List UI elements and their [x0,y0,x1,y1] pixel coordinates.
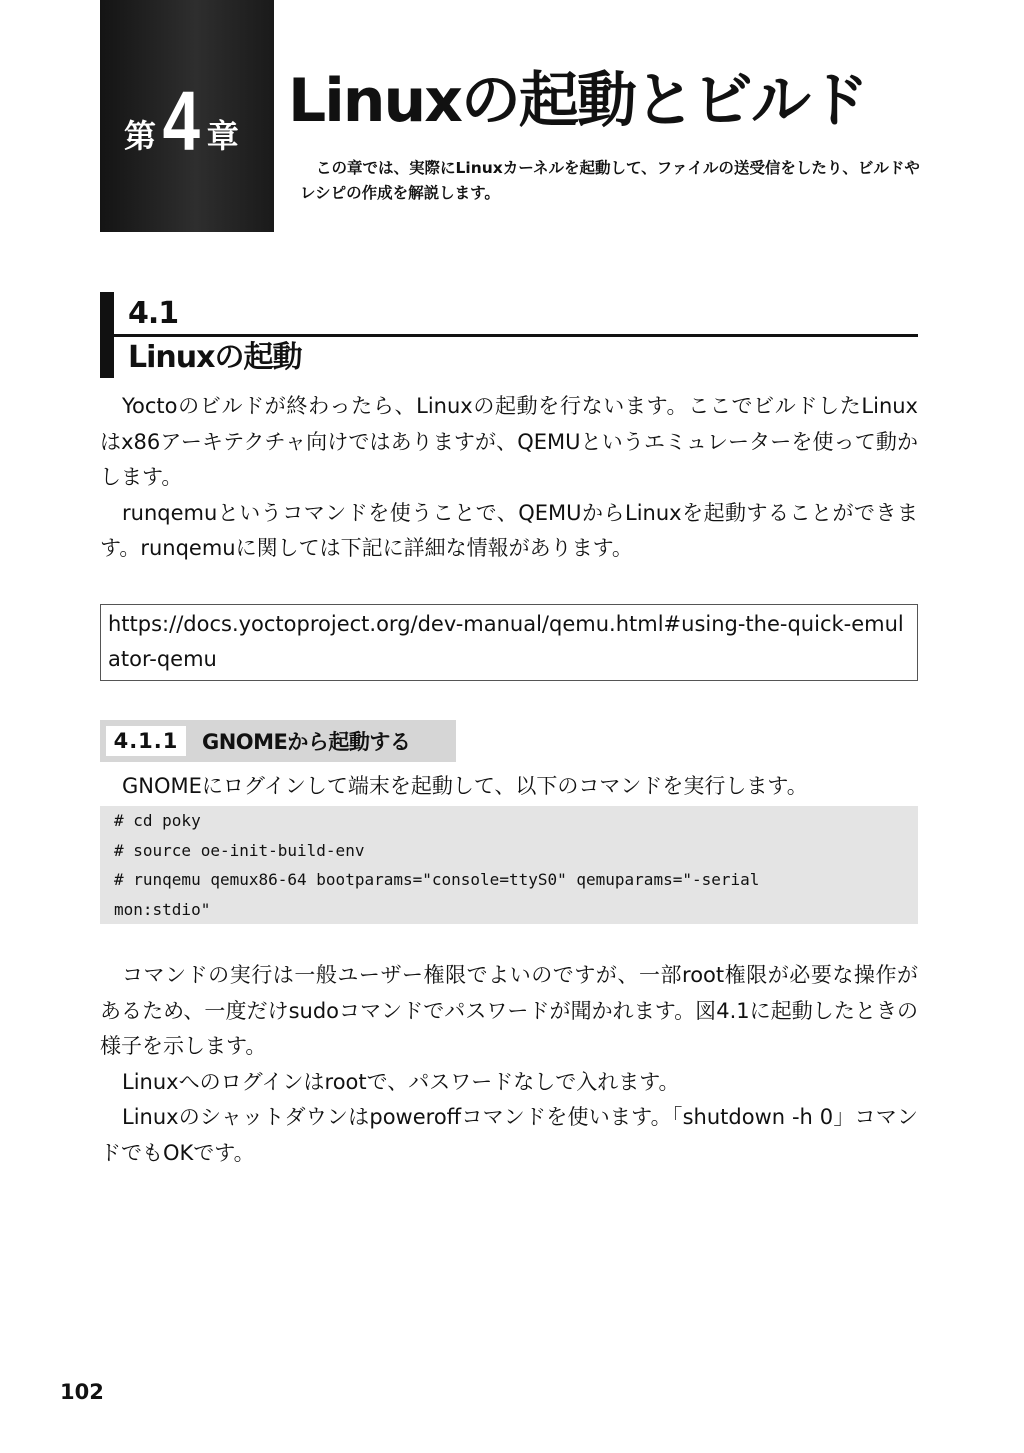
section-body [100,389,918,567]
subsection-intro [100,769,918,805]
paragraph: Linuxへのログインはrootで、パスワードなしで入れます。 [122,1069,680,1094]
after-code-body [100,958,918,1171]
section-rule [114,334,918,337]
subsection-title: GNOMEから起動する [202,730,411,754]
section-number: 4.1 [128,296,179,331]
paragraph: Linuxのシャットダウンはpoweroffコマンドを使います。「shutdown -h 0」コマンドでもOKです。 [100,1105,918,1165]
chapter-badge [100,0,274,232]
code-line: mon:stdio" [114,899,211,919]
chapter-intro: この章では、実際にLinuxカーネルを起動して、ファイルの送受信をしたり、ビルドやレシピの作成を解説します。 [300,159,920,202]
section-bar [100,292,114,378]
section-title: Linuxの起動 [128,340,302,375]
subsection-number: 4.1.1 [106,726,186,756]
url-box: https://docs.yoctoproject.org/dev-manual/qemu.html#using-the-quick-emulator-qemu [100,604,918,681]
paragraph: GNOMEにログインして端末を起動して、以下のコマンドを実行します。 [122,774,808,798]
chapter-number: 4 [162,74,201,169]
chapter-suffix: 章 [206,117,239,155]
chapter-label [124,70,274,169]
chapter-title: Linuxの起動とビルド [288,66,867,136]
chapter-prefix: 第 [124,117,157,155]
code-line: # cd poky [114,811,201,830]
page-number: 102 [60,1380,104,1404]
code-line: # source oe-init-build-env [114,840,365,860]
paragraph: runqemuというコマンドを使うことで、QEMUからLinuxを起動することができます。runqemuに関しては下記に詳細な情報があります。 [100,500,918,560]
code-block [100,806,918,924]
code-line: # runqemu qemux86-64 bootparams="console=ttyS0" qemuparams="-serial [114,870,760,889]
paragraph: Yoctoのビルドが終わったら、Linuxの起動を行ないます。ここでビルドしたLinuxはx86アーキテクチャ向けではありますが、QEMUというエミュレーターを使って動かします。 [100,394,918,489]
paragraph: コマンドの実行は一般ユーザー権限でよいのですが、一部root権限が必要な操作があるため、一度だけsudoコマンドでパスワードが聞かれます。図4.1に起動したときの様子を示します。 [100,963,918,1058]
subsection-heading [100,720,456,762]
section-heading [100,292,918,378]
